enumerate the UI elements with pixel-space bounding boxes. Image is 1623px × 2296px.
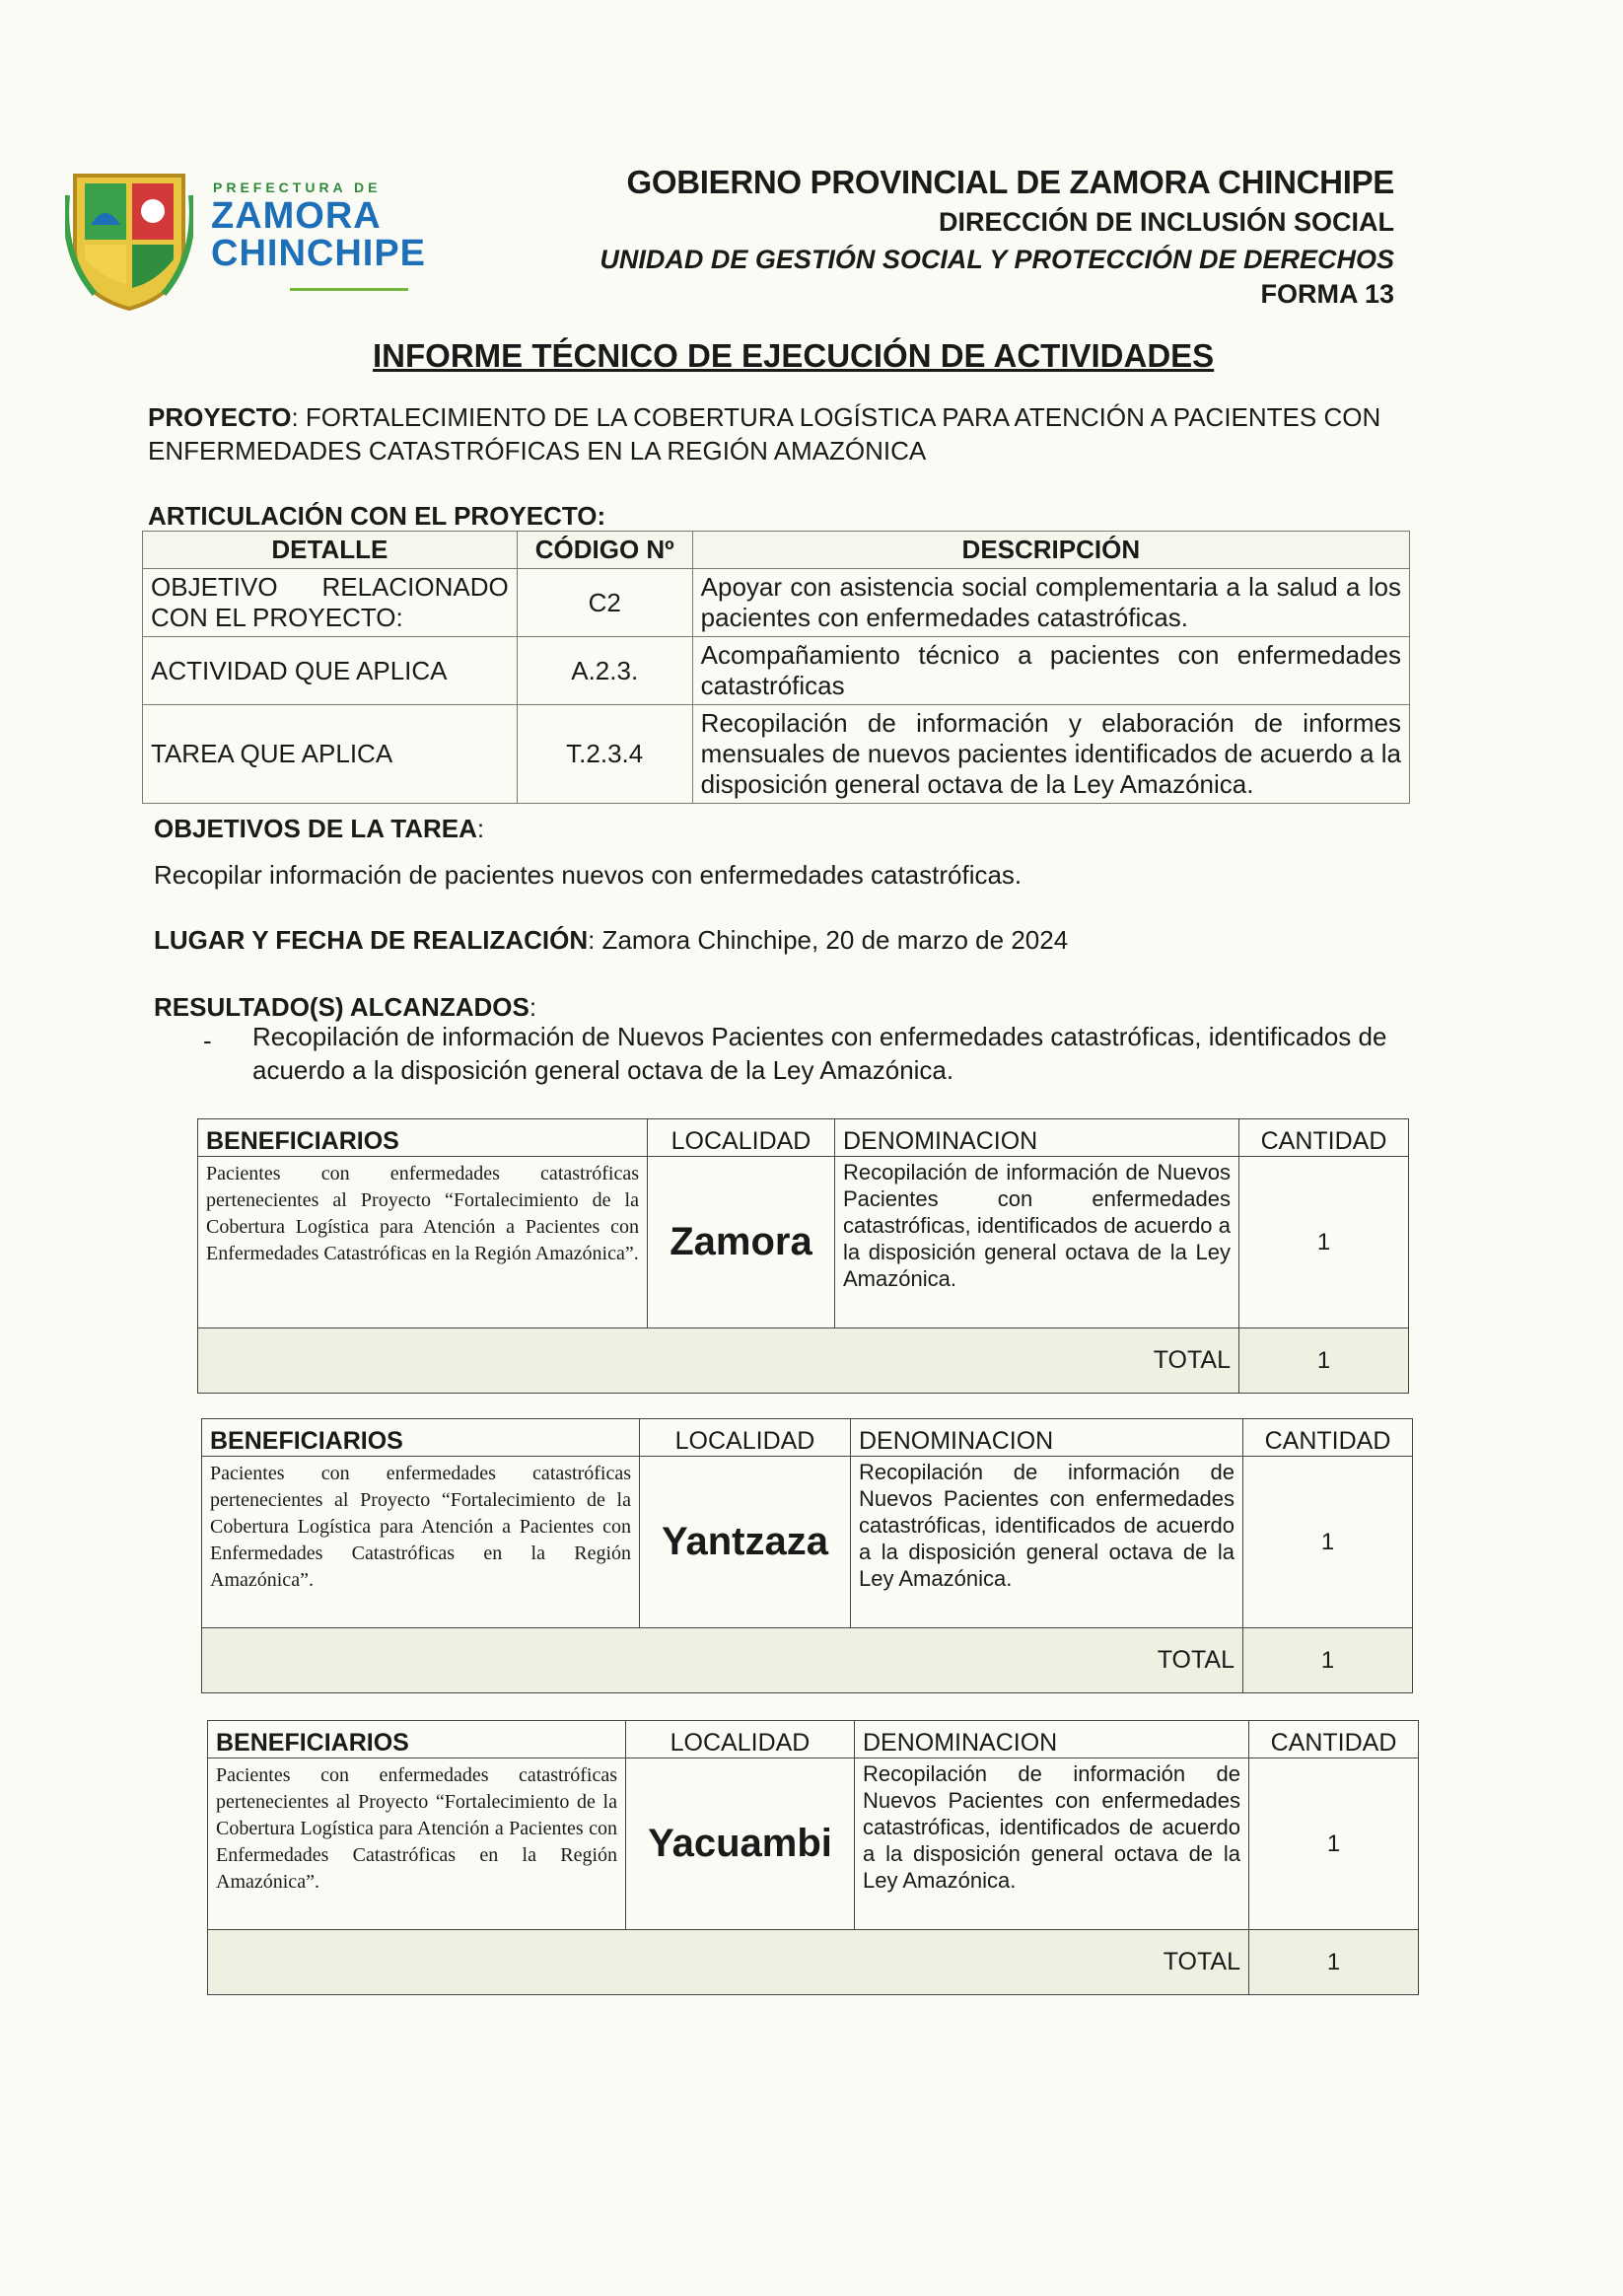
row-detail: TAREA QUE APLICA bbox=[143, 705, 518, 804]
table-row bbox=[198, 1157, 1409, 1328]
place-date-label: LUGAR Y FECHA DE REALIZACIÓN bbox=[154, 925, 589, 955]
total-row bbox=[198, 1328, 1409, 1394]
table-header-row bbox=[143, 532, 1410, 569]
coat-of-arms-icon bbox=[65, 156, 193, 314]
results-colon: : bbox=[529, 992, 537, 1022]
logo-zamora-text: ZAMORA bbox=[211, 195, 382, 237]
quantity-cell: 1 bbox=[1249, 1758, 1419, 1930]
header-code: CÓDIGO Nº bbox=[517, 532, 692, 569]
beneficiaries-cell: Pacientes con enfermedades catastróficas pertenecientes al Proyecto “Fortalecimiento de la Cobertura Logística para Atención a Pacientes con Enfermedades Catastróficas en la Región Amazónica”. bbox=[208, 1758, 626, 1930]
row-description: Apoyar con asistencia social complementaria a la salud a los pacientes con enfermedades catastróficas. bbox=[692, 569, 1409, 637]
locality-cell: Zamora bbox=[648, 1157, 835, 1328]
header-locality: LOCALIDAD bbox=[626, 1721, 855, 1758]
articulation-table bbox=[142, 531, 1410, 804]
quantity-cell: 1 bbox=[1243, 1457, 1413, 1628]
header-beneficiaries: BENEFICIARIOS bbox=[208, 1721, 626, 1758]
header-locality: LOCALIDAD bbox=[640, 1419, 851, 1457]
quantity-cell: 1 bbox=[1239, 1157, 1409, 1328]
row-detail: ACTIVIDAD QUE APLICA bbox=[143, 637, 518, 705]
header-government: GOBIERNO PROVINCIAL DE ZAMORA CHINCHIPE bbox=[626, 164, 1394, 200]
place-date-text: : Zamora Chinchipe, 20 de marzo de 2024 bbox=[588, 925, 1069, 955]
denomination-cell: Recopilación de información de Nuevos Pacientes con enfermedades catastróficas, identificados de acuerdo a la disposición general octava de la Ley Amazónica. bbox=[851, 1457, 1243, 1628]
total-label: TOTAL bbox=[835, 1328, 1239, 1394]
table-row bbox=[143, 569, 1410, 637]
place-date-paragraph bbox=[154, 925, 1068, 956]
total-spacer bbox=[202, 1628, 851, 1693]
header-denomination: DENOMINACION bbox=[855, 1721, 1249, 1758]
document-title: INFORME TÉCNICO DE EJECUCIÓN DE ACTIVIDADES bbox=[373, 337, 1215, 374]
header-beneficiaries: BENEFICIARIOS bbox=[198, 1119, 648, 1157]
total-value: 1 bbox=[1249, 1930, 1419, 1995]
objectives-heading bbox=[154, 814, 484, 844]
header-quantity: CANTIDAD bbox=[1239, 1119, 1409, 1157]
total-label: TOTAL bbox=[855, 1930, 1249, 1995]
total-spacer bbox=[208, 1930, 855, 1995]
row-code: A.2.3. bbox=[517, 637, 692, 705]
objectives-text: Recopilar información de pacientes nuevos con enfermedades catastróficas. bbox=[154, 860, 1023, 890]
logo-underline bbox=[290, 288, 408, 291]
objectives-label: OBJETIVOS DE LA TAREA bbox=[154, 814, 477, 843]
header-form-number: FORMA 13 bbox=[1260, 279, 1394, 309]
project-text: : FORTALECIMIENTO DE LA COBERTURA LOGÍSTICA PARA ATENCIÓN A PACIENTES CON ENFERMEDADES CATASTRÓFICAS EN LA REGIÓN AMAZÓNICA bbox=[148, 402, 1381, 466]
total-spacer bbox=[198, 1328, 835, 1394]
articulation-label: ARTICULACIÓN CON EL PROYECTO: bbox=[148, 501, 606, 531]
row-description: Recopilación de información y elaboración de informes mensuales de nuevos pacientes identificados de acuerdo a la disposición general octava de la Ley Amazónica. bbox=[692, 705, 1409, 804]
table-header-row bbox=[208, 1721, 1419, 1758]
header-locality: LOCALIDAD bbox=[648, 1119, 835, 1157]
locality-cell: Yantzaza bbox=[640, 1457, 851, 1628]
results-bullet: - bbox=[203, 1026, 212, 1055]
total-value: 1 bbox=[1243, 1628, 1413, 1693]
row-code: C2 bbox=[517, 569, 692, 637]
row-code: T.2.3.4 bbox=[517, 705, 692, 804]
table-row bbox=[202, 1457, 1413, 1628]
locality-cell: Yacuambi bbox=[626, 1758, 855, 1930]
beneficiary-table-yacuambi bbox=[207, 1720, 1419, 1995]
denomination-cell: Recopilación de información de Nuevos Pacientes con enfermedades catastróficas, identificados de acuerdo a la disposición general octava de la Ley Amazónica. bbox=[835, 1157, 1239, 1328]
total-value: 1 bbox=[1239, 1328, 1409, 1394]
header-quantity: CANTIDAD bbox=[1243, 1419, 1413, 1457]
beneficiaries-cell: Pacientes con enfermedades catastróficas pertenecientes al Proyecto “Fortalecimiento de la Cobertura Logística para Atención a Pacientes con Enfermedades Catastróficas en la Región Amazónica”. bbox=[198, 1157, 648, 1328]
total-row bbox=[208, 1930, 1419, 1995]
denomination-cell: Recopilación de información de Nuevos Pacientes con enfermedades catastróficas, identificados de acuerdo a la disposición general octava de la Ley Amazónica. bbox=[855, 1758, 1249, 1930]
logo-chinchipe-text: CHINCHIPE bbox=[211, 233, 427, 274]
header-detail: DETALLE bbox=[143, 532, 518, 569]
results-item: Recopilación de información de Nuevos Pacientes con enfermedades catastróficas, identificados de acuerdo a la disposición general octava de la Ley Amazónica. bbox=[252, 1022, 1387, 1085]
project-label: PROYECTO bbox=[148, 402, 292, 432]
prefecture-logo bbox=[65, 156, 459, 323]
table-row bbox=[143, 705, 1410, 804]
total-row bbox=[202, 1628, 1413, 1693]
project-paragraph bbox=[148, 400, 1400, 467]
header-denomination: DENOMINACION bbox=[851, 1419, 1243, 1457]
total-label: TOTAL bbox=[851, 1628, 1243, 1693]
results-heading bbox=[154, 992, 536, 1023]
table-header-row bbox=[202, 1419, 1413, 1457]
objectives-colon: : bbox=[476, 814, 485, 843]
results-label: RESULTADO(S) ALCANZADOS bbox=[154, 992, 529, 1022]
logo-prefectura-text: PREFECTURA DE bbox=[213, 179, 382, 195]
row-detail: OBJETIVO RELACIONADO CON EL PROYECTO: bbox=[143, 569, 518, 637]
header-quantity: CANTIDAD bbox=[1249, 1721, 1419, 1758]
table-row bbox=[143, 637, 1410, 705]
beneficiary-table-zamora bbox=[197, 1118, 1409, 1394]
beneficiary-table-yantzaza bbox=[201, 1418, 1413, 1693]
table-row bbox=[208, 1758, 1419, 1930]
header-denomination: DENOMINACION bbox=[835, 1119, 1239, 1157]
header-description: DESCRIPCIÓN bbox=[692, 532, 1409, 569]
header-unit: UNIDAD DE GESTIÓN SOCIAL Y PROTECCIÓN DE DERECHOS bbox=[600, 245, 1394, 274]
table-header-row bbox=[198, 1119, 1409, 1157]
row-description: Acompañamiento técnico a pacientes con enfermedades catastróficas bbox=[692, 637, 1409, 705]
header-beneficiaries: BENEFICIARIOS bbox=[202, 1419, 640, 1457]
beneficiaries-cell: Pacientes con enfermedades catastróficas pertenecientes al Proyecto “Fortalecimiento de la Cobertura Logística para Atención a Pacientes con Enfermedades Catastróficas en la Región Amazónica”. bbox=[202, 1457, 640, 1628]
header-direction: DIRECCIÓN DE INCLUSIÓN SOCIAL bbox=[938, 207, 1394, 237]
